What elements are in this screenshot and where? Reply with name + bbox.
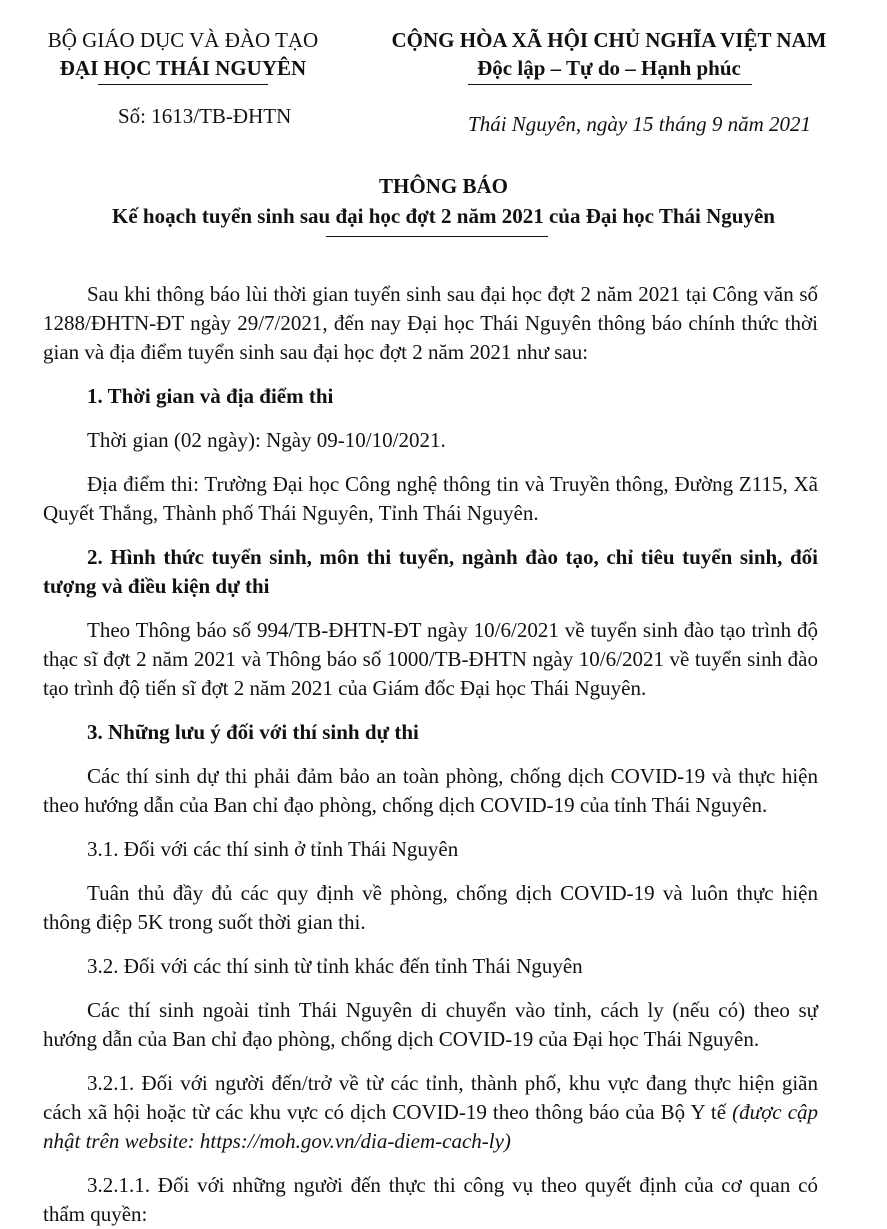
paragraph-exam-location: Địa điểm thi: Trường Đại học Công nghệ thông tin và Truyền thông, Đường Z115, Xã Quyết Thắng, Thành phố Thái Nguyên, Tỉnh Thái Nguyên. (43, 472, 818, 525)
document-subtitle: Kế hoạch tuyển sinh sau đại học đợt 2 năm 2021 của Đại học Thái Nguyên (112, 204, 775, 228)
paragraph-safety: Các thí sinh dự thi phải đảm bảo an toàn phòng, chống dịch COVID-19 và thực hiện theo hướng dẫn của Ban chỉ đạo phòng, chống dịch COVID-19 của tỉnh Thái Nguyên. (43, 764, 818, 817)
document-date: Thái Nguyên, ngày 15 tháng 9 năm 2021 (468, 112, 811, 136)
issuer-block (18, 26, 348, 82)
issuer-underline (98, 84, 268, 85)
ministry-name: BỘ GIÁO DỤC VÀ ĐÀO TẠO (47, 28, 319, 52)
paragraph-intro: Sau khi thông báo lùi thời gian tuyển sinh sau đại học đợt 2 năm 2021 tại Công văn số 1288/ĐHTN-ĐT ngày 29/7/2021, đến nay Đại học Thái Nguyên thông báo chính thức thời gian và địa điểm tuyển sinh sau đại học đợt 2 năm 2021 như sau: (43, 282, 818, 364)
subsection-3-2-1-text: 3.2.1. Đối với người đến/trở về từ các tỉnh, thành phố, khu vực đang thực hiện giãn cách xã hội hoặc từ các khu vực có dịch COVID-19 theo thông báo của Bộ Y tế (43, 1071, 818, 1124)
section-heading-2: 2. Hình thức tuyển sinh, môn thi tuyển, ngành đào tạo, chỉ tiêu tuyển sinh, đối tượng và điều kiện dự thi (43, 545, 818, 598)
nation-block (352, 26, 866, 82)
document-body (43, 280, 818, 1229)
subsection-3-2-1-1: 3.2.1.1. Đối với những người đến thực thi công vụ theo quyết định của cơ quan có thẩm quyền: (43, 1173, 818, 1226)
document-title: THÔNG BÁO (379, 174, 508, 198)
national-motto: Độc lập – Tự do – Hạnh phúc (477, 56, 741, 80)
paragraph-local-candidates: Tuân thủ đầy đủ các quy định về phòng, chống dịch COVID-19 và luôn thực hiện thông điệp 5K trong suốt thời gian thi. (43, 881, 818, 934)
paragraph-exam-time: Thời gian (02 ngày): Ngày 09-10/10/2021. (87, 428, 446, 452)
document-number: Số: 1613/TB-ĐHTN (118, 104, 292, 128)
subsection-3-2: 3.2. Đối với các thí sinh từ tỉnh khác đến tỉnh Thái Nguyên (87, 954, 583, 978)
university-name: ĐẠI HỌC THÁI NGUYÊN (59, 56, 307, 80)
subsection-3-2-1 (43, 1069, 818, 1156)
nation-name: CỘNG HÒA XÃ HỘI CHỦ NGHĨA VIỆT NAM (391, 28, 827, 52)
paragraph-references: Theo Thông báo số 994/TB-ĐHTN-ĐT ngày 10/6/2021 về tuyển sinh đào tạo trình độ thạc sĩ đợt 2 năm 2021 và Thông báo số 1000/TB-ĐHTN ngày 10/6/2021 về tuyển sinh đào tạo trình độ tiến sĩ đợt 2 năm 2021 của Giám đốc Đại học Thái Nguyên. (43, 618, 818, 700)
subsection-3-1: 3.1. Đối với các thí sinh ở tỉnh Thái Nguyên (87, 837, 459, 861)
section-heading-1: 1. Thời gian và địa điểm thi (87, 384, 334, 408)
paragraph-outside-candidates: Các thí sinh ngoài tỉnh Thái Nguyên di chuyển vào tỉnh, cách ly (nếu có) theo sự hướng dẫn của Ban chỉ đạo phòng, chống dịch COVID-19 của Đại học Thái Nguyên. (43, 998, 818, 1051)
website-note: (được cập nhật trên website: https://moh.gov.vn/dia-diem-cach-ly) (43, 1100, 819, 1153)
title-underline (326, 236, 548, 237)
section-heading-3: 3. Những lưu ý đối với thí sinh dự thi (87, 720, 419, 744)
motto-underline (468, 84, 752, 85)
